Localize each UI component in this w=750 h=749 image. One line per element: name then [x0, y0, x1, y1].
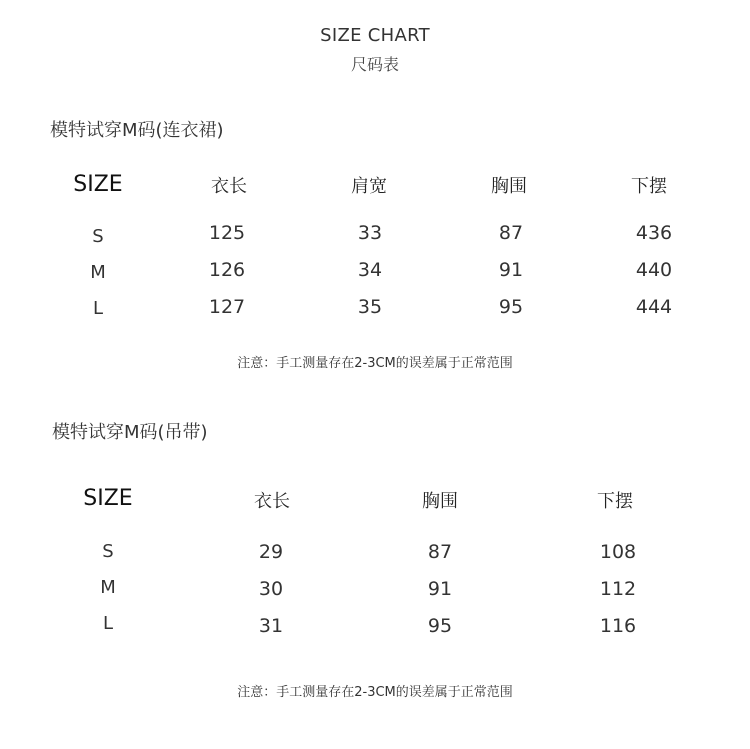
- dress-section-title: 模特试穿M码(连衣裙): [50, 120, 224, 141]
- dress-cell-shoulder: 35: [357, 296, 383, 318]
- dress-cell-length: 127: [208, 296, 246, 318]
- camisole-section-title: 模特试穿M码(吊带): [52, 422, 208, 443]
- dress-cell-hem: 436: [635, 222, 673, 244]
- dress-cell-hem: 440: [635, 259, 673, 281]
- camisole-cell-bust: 91: [427, 578, 453, 600]
- camisole-cell-bust: 87: [427, 541, 453, 563]
- dress-cell-length: 126: [208, 259, 246, 281]
- dress-header-bust: 胸围: [491, 176, 527, 197]
- dress-header-size: SIZE: [73, 172, 123, 197]
- camisole-row-size: M: [100, 577, 116, 598]
- dress-row-size: M: [90, 262, 106, 283]
- camisole-measurement-note: 注意：手工测量存在2-3CM的误差属于正常范围: [237, 685, 513, 700]
- dress-cell-bust: 87: [498, 222, 524, 244]
- camisole-header-size: SIZE: [83, 486, 133, 511]
- dress-cell-shoulder: 34: [357, 259, 383, 281]
- camisole-cell-hem: 108: [599, 541, 637, 563]
- camisole-cell-length: 31: [258, 615, 284, 637]
- dress-cell-hem: 444: [635, 296, 673, 318]
- dress-cell-length: 125: [208, 222, 246, 244]
- dress-cell-bust: 95: [498, 296, 524, 318]
- dress-header-length: 衣长: [211, 176, 247, 197]
- dress-header-shoulder: 肩宽: [351, 176, 387, 197]
- dress-row-size: S: [92, 226, 104, 247]
- camisole-cell-hem: 112: [599, 578, 637, 600]
- dress-measurement-note: 注意：手工测量存在2-3CM的误差属于正常范围: [237, 356, 513, 371]
- camisole-cell-hem: 116: [599, 615, 637, 637]
- camisole-header-bust: 胸围: [422, 491, 458, 512]
- dress-cell-shoulder: 33: [357, 222, 383, 244]
- dress-row-size: L: [92, 298, 104, 319]
- dress-header-hem: 下摆: [631, 176, 667, 197]
- camisole-cell-length: 29: [258, 541, 284, 563]
- camisole-row-size: S: [102, 541, 114, 562]
- chart-subtitle: 尺码表: [350, 55, 399, 74]
- camisole-cell-bust: 95: [427, 615, 453, 637]
- chart-title: SIZE CHART: [320, 25, 430, 46]
- camisole-cell-length: 30: [258, 578, 284, 600]
- dress-cell-bust: 91: [498, 259, 524, 281]
- camisole-header-length: 衣长: [254, 491, 290, 512]
- camisole-row-size: L: [102, 613, 114, 634]
- camisole-header-hem: 下摆: [597, 491, 633, 512]
